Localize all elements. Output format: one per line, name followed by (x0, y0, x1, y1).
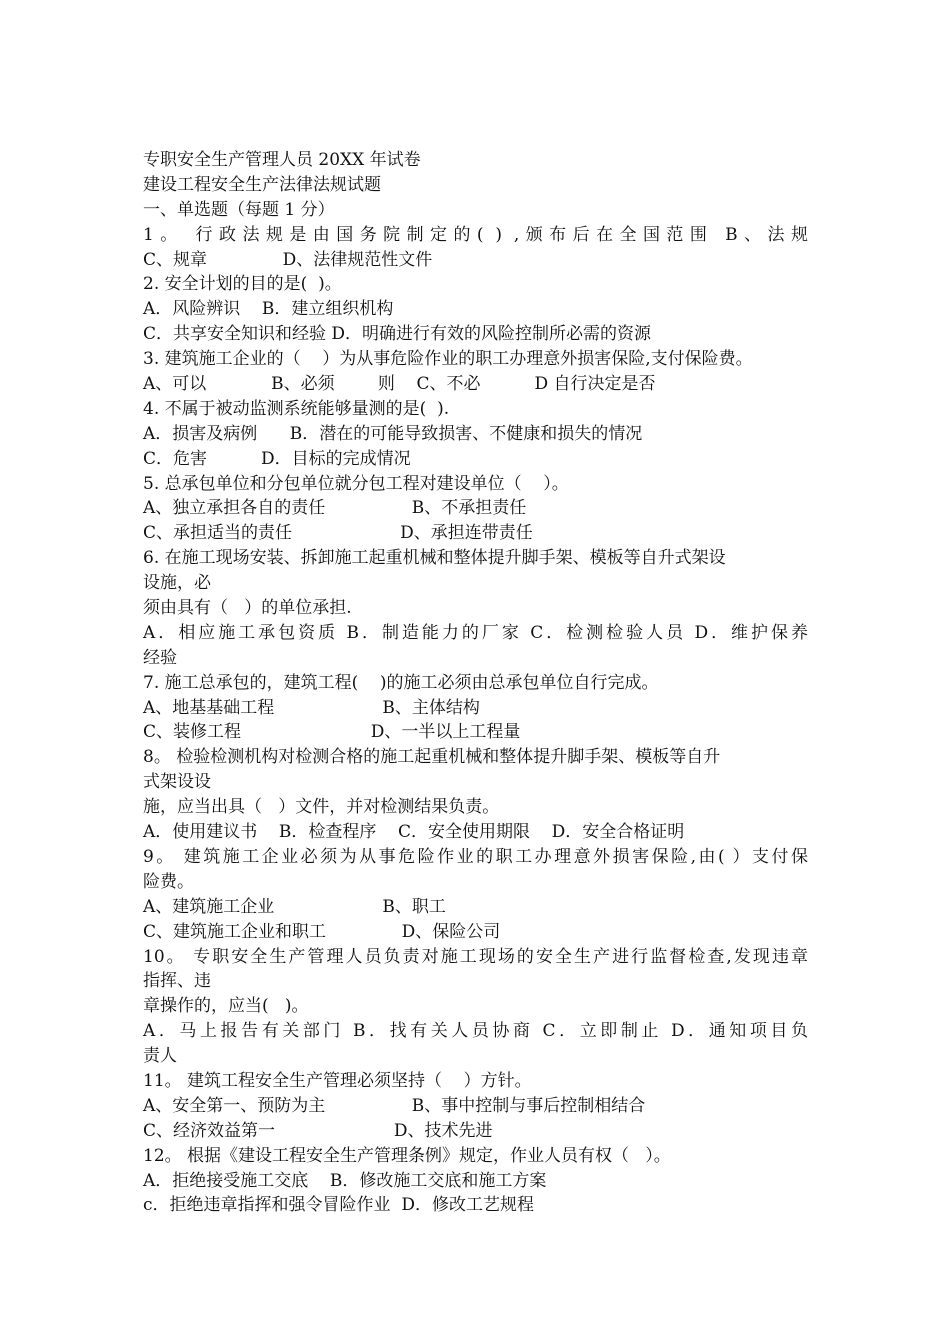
text-line: C、建筑施工企业和职工 D、保险公司 (143, 921, 501, 942)
text-line: A、地基基础工程 B、主体结构 (143, 697, 480, 718)
text-line: A．拒绝接受施工交底 B．修改施工交底和施工方案 (143, 1170, 547, 1191)
text-line: 3. 建筑施工企业的（ ）为从事危险作业的职工办理意外损害保险,支付保险费。 (143, 349, 753, 370)
document-body (143, 148, 808, 1218)
text-line: 11。 建筑工程安全生产管理必须坚持（ ）方针。 (143, 1070, 532, 1091)
text-line: 险费。 (143, 871, 194, 892)
doc-subtitle: 建设工程安全生产法律法规试题 (143, 174, 381, 195)
text-line: C、装修工程 D、一半以上工程量 (143, 722, 521, 743)
text-line: 设施，必 (143, 573, 211, 594)
text-line: 6. 在施工现场安装、拆卸施工起重机械和整体提升脚手架、模板等自升式架设 (143, 548, 726, 569)
text-line: A、建筑施工企业 B、职工 (143, 896, 446, 917)
text-line: C．危害 D．目标的完成情况 (143, 448, 411, 469)
text-line: 经验 (143, 647, 177, 668)
text-line: 12。 根据《建设工程安全生产管理条例》规定，作业人员有权（ ）。 (143, 1145, 671, 1166)
section-heading: 一、单选题（每题 1 分） (143, 199, 335, 220)
text-line: 9。 建筑施工企业必须为从事危险作业的职工办理意外损害保险,由( ）支付保 (143, 846, 808, 867)
text-line: c．拒绝违章指挥和强令冒险作业 D．修改工艺规程 (143, 1195, 534, 1216)
text-line: C、承担适当的责任 D、承担连带责任 (143, 523, 533, 544)
text-line: A、安全第一、预防为主 B、事中控制与事后控制相结合 (143, 1095, 646, 1116)
text-line: C、规章 D、法律规范性文件 (143, 249, 433, 270)
text-line: 7. 施工总承包的，建筑工程( )的施工必须由总承包单位自行完成。 (143, 672, 659, 693)
text-line: 指挥、违 (143, 971, 211, 992)
text-line: A．风险辨识 B．建立组织机构 (143, 299, 394, 320)
text-line: A．使用建议书 B．检查程序 C．安全使用期限 D．安全合格证明 (143, 822, 685, 843)
text-line: 施，应当出具（ ）文件，并对检测结果负责。 (143, 797, 500, 818)
text-line: C、经济效益第一 D、技术先进 (143, 1120, 493, 1141)
text-line: A．相应施工承包资质 B．制造能力的厂家 C．检测检验人员 D．维护保养 (143, 622, 808, 643)
text-line: A、可以 B、必须 则 C、不必 D 自行决定是否 (143, 374, 656, 395)
text-line: C．共享安全知识和经验 D．明确进行有效的风险控制所必需的资源 (143, 324, 652, 345)
text-line: 章操作的，应当( )。 (143, 996, 309, 1017)
text-line: A、独立承担各自的责任 B、不承担责任 (143, 498, 527, 519)
text-line: 式架设设 (143, 772, 211, 793)
text-line: 2. 安全计划的目的是( )。 (143, 274, 342, 295)
text-line: A．损害及病例 B．潜在的可能导致损害、不健康和损失的情况 (143, 423, 643, 444)
text-line: 5. 总承包单位和分包单位就分包工程对建设单位（ ）。 (143, 473, 569, 494)
text-line: 责人 (143, 1046, 177, 1067)
text-line: 1。 行政法规是由国务院制定的( ) ,颁布后在全国范围 B、法规 (143, 224, 808, 245)
doc-title: 专职安全生产管理人员 20XX 年试卷 (143, 150, 421, 170)
text-line: A．马上报告有关部门 B．找有关人员协商 C．立即制止 D．通知项目负 (143, 1021, 808, 1042)
text-line: 4. 不属于被动监测系统能够量测的是( ). (143, 398, 450, 419)
text-line: 须由具有（ ）的单位承担. (143, 598, 352, 619)
text-line: 8。 检验检测机构对检测合格的施工起重机械和整体提升脚手架、模板等自升 (143, 747, 721, 768)
text-line: 10。 专职安全生产管理人员负责对施工现场的安全生产进行监督检查,发现违章 (143, 946, 808, 967)
